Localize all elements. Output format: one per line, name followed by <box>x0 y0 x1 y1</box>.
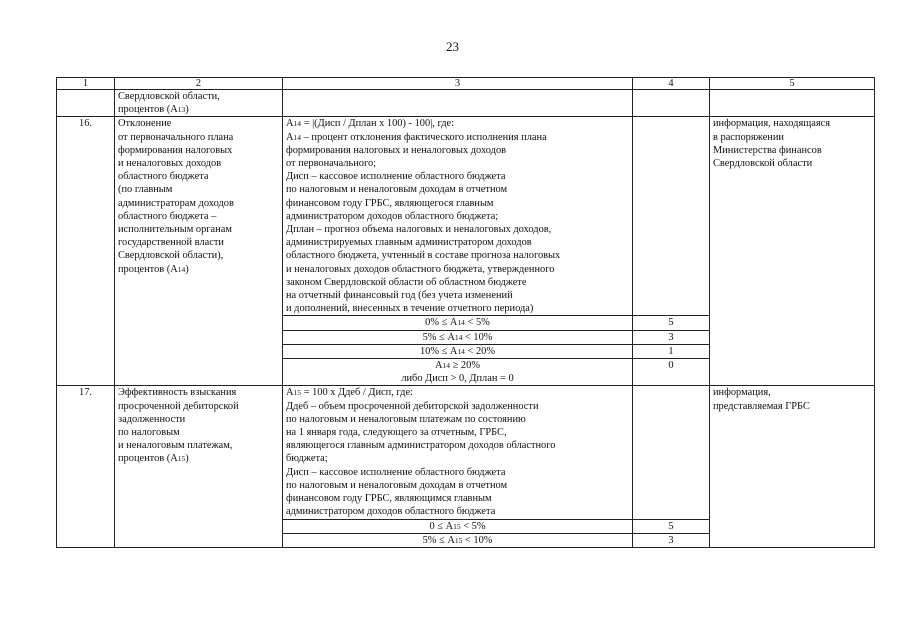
text-line: Дплан – прогноз объема налоговых и неналоговых доходов, <box>286 224 552 236</box>
text-line: Свердловской области <box>713 158 813 170</box>
text-line: представляемая ГРБС <box>713 400 810 412</box>
formula-text <box>286 117 629 130</box>
row-number-cell: 16. <box>57 117 115 386</box>
indicator-name-cell <box>115 90 283 117</box>
text-line: от первоначального плана <box>118 131 234 143</box>
source-cell <box>710 90 875 117</box>
source-cell <box>710 117 875 386</box>
text-line: А15 = 100 x Ддеб / Дисп, где: <box>286 387 413 399</box>
text-line: либо Дисп > 0, Дплан = 0 <box>401 373 514 385</box>
row-number-cell <box>57 90 115 117</box>
page-number: 23 <box>446 39 459 54</box>
condition-cell <box>283 344 633 358</box>
text-line: Эффективность взыскания <box>118 387 237 399</box>
text-line: процентов (А13) <box>118 104 189 116</box>
text-line: процентов (А14) <box>118 263 189 275</box>
column-number-cell: 4 <box>633 78 710 90</box>
indicator-name-cell <box>115 386 283 547</box>
text-line: по налоговым и неналоговым платежам по состоянию <box>286 413 526 425</box>
text-line: и неналоговым платежам, <box>118 440 233 452</box>
text-line: Дисп – кассовое исполнение областного бюджета <box>286 466 506 478</box>
text-line: бюджета; <box>286 453 328 465</box>
text-line: Дисп – кассовое исполнение областного бюджета <box>286 171 506 183</box>
calculation-cell <box>283 90 633 117</box>
formula-text <box>286 386 629 399</box>
text-line: администратором доходов областного бюджета <box>286 506 496 518</box>
text-line: и дополнений, внесенных в течение отчетного периода) <box>286 303 534 315</box>
text-line: процентов (А15) <box>118 453 189 465</box>
text-line: Свердловской области), <box>118 250 224 262</box>
text-line: на 1 января года, следующего за отчетным, ГРБС, <box>286 427 507 439</box>
text-line: финансовом году ГРБС, являющимся главным <box>286 493 492 505</box>
text-line: являющегося главным администратором доходов областного <box>286 440 556 452</box>
text-line: исполнительным органам <box>118 224 232 236</box>
text-line: законом Свердловской области об областном бюджете <box>286 276 527 288</box>
column-number-row <box>57 78 875 90</box>
text-line: финансовом году ГРБС, являющегося главным <box>286 197 494 209</box>
condition-cell <box>283 533 633 547</box>
column-number-cell: 2 <box>115 78 283 90</box>
text-line: просроченной дебиторской <box>118 400 239 412</box>
score-cell <box>633 117 710 316</box>
score-cell <box>633 386 710 519</box>
condition-cell <box>283 359 633 386</box>
text-line: задолженности <box>118 413 186 425</box>
formula-description <box>286 400 629 519</box>
text-line: (по главным <box>118 184 173 196</box>
text-line: по налоговым и неналоговым доходам в отчетном <box>286 479 508 491</box>
text-line: А14 = |(Дисп / Дплан x 100) - 100|, где: <box>286 118 455 130</box>
text-line: областного бюджета – <box>118 210 217 222</box>
text-line: 0% ≤ А14 < 5% <box>425 317 490 329</box>
text-line: на отчетный финансовый год (без учета изменений <box>286 290 513 302</box>
text-line: администрируемых главным администратором доходов <box>286 237 532 249</box>
text-line: Министерства финансов <box>713 144 822 156</box>
text-line: администраторам доходов <box>118 197 234 209</box>
text-line: 5% ≤ А14 < 10% <box>422 331 493 343</box>
source-cell <box>710 386 875 547</box>
text-line: по налоговым и неналоговым доходам в отчетном <box>286 184 508 196</box>
text-line: 5% ≤ А15 < 10% <box>422 534 493 546</box>
text-line: от первоначального; <box>286 158 377 170</box>
formula-description <box>286 131 629 316</box>
calculation-cell <box>283 386 633 519</box>
text-line: и неналоговых доходов <box>118 158 222 170</box>
condition-cell <box>283 519 633 533</box>
text-line: 10% ≤ А14 < 20% <box>419 345 496 357</box>
text-line: областного бюджета, учтенный в составе прогноза налоговых <box>286 250 561 262</box>
indicator-table <box>56 77 875 548</box>
table-row-17 <box>57 386 875 519</box>
continuation-row <box>57 90 875 117</box>
text-line: А14 – процент отклонения фактического исполнения плана <box>286 131 547 143</box>
text-line: А14 ≥ 20% <box>435 360 480 372</box>
text-line: Ддеб – объем просроченной дебиторской задолженности <box>286 400 539 412</box>
text-line: администратором доходов областного бюджета; <box>286 210 499 222</box>
text-line: по налоговым <box>118 427 180 439</box>
score-value: 3 <box>633 330 710 344</box>
text-line: формирования налоговых <box>118 144 233 156</box>
text-line: формирования налоговых и неналоговых доходов <box>286 144 507 156</box>
score-value: 3 <box>633 533 710 547</box>
condition-cell <box>283 316 633 330</box>
text-line: информация, находящаяся <box>713 118 831 130</box>
row-number-cell: 17. <box>57 386 115 547</box>
text-line: информация, <box>713 387 771 399</box>
column-number-cell: 3 <box>283 78 633 90</box>
score-value: 5 <box>633 519 710 533</box>
indicator-name-cell <box>115 117 283 386</box>
text-line: государственной власти <box>118 237 224 249</box>
condition-cell <box>283 330 633 344</box>
score-value: 5 <box>633 316 710 330</box>
table-row-16 <box>57 117 875 316</box>
text-line: Отклонение <box>118 118 172 130</box>
column-number-cell: 5 <box>710 78 875 90</box>
column-number-cell: 1 <box>57 78 115 90</box>
text-line: 0 ≤ А15 < 5% <box>429 520 486 532</box>
score-cell <box>633 90 710 117</box>
text-line: и неналоговых доходов областного бюджета, утвержденного <box>286 263 555 275</box>
text-line: Свердловской области, <box>118 91 220 102</box>
score-value: 1 <box>633 344 710 358</box>
calculation-cell <box>283 117 633 316</box>
text-line: в распоряжении <box>713 131 784 143</box>
text-line: областного бюджета <box>118 171 209 183</box>
score-value: 0 <box>633 359 710 386</box>
